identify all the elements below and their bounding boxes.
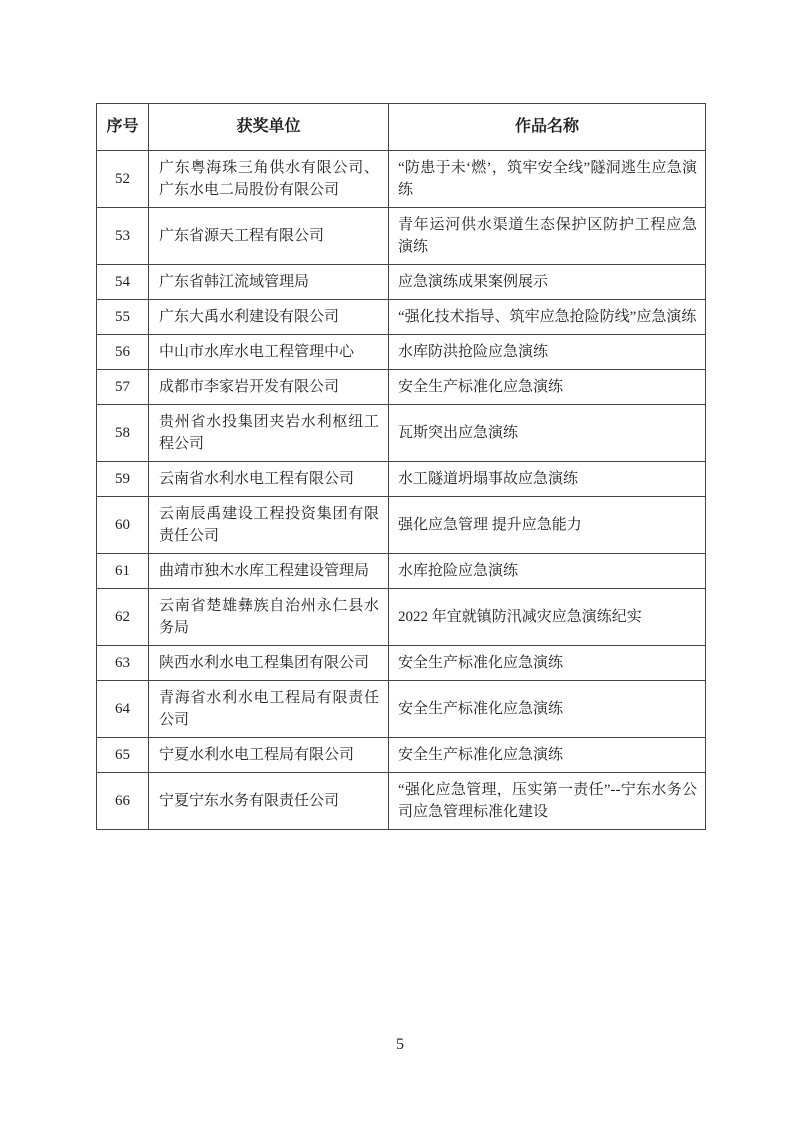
award-unit-cell: 陕西水利水电工程集团有限公司: [149, 646, 389, 681]
row-index-cell: 66: [97, 773, 149, 830]
awards-table: [96, 103, 706, 830]
work-name-cell: 2022 年宜就镇防汛减灾应急演练纪实: [389, 589, 706, 646]
table-row: [97, 151, 706, 208]
award-unit-cell: 云南省楚雄彝族自治州永仁县水务局: [149, 589, 389, 646]
award-unit-cell: 宁夏水利水电工程局有限公司: [149, 738, 389, 773]
table-header-row: [97, 104, 706, 151]
work-name-cell: 青年运河供水渠道生态保护区防护工程应急演练: [389, 208, 706, 265]
table-row: [97, 681, 706, 738]
row-index-cell: 53: [97, 208, 149, 265]
row-index-cell: 64: [97, 681, 149, 738]
table-row: [97, 208, 706, 265]
row-index-cell: 61: [97, 554, 149, 589]
work-name-cell: 瓦斯突出应急演练: [389, 405, 706, 462]
table-row: [97, 405, 706, 462]
row-index-cell: 62: [97, 589, 149, 646]
work-name-cell: 安全生产标准化应急演练: [389, 681, 706, 738]
work-name-cell: 安全生产标准化应急演练: [389, 370, 706, 405]
award-unit-cell: 云南辰禹建设工程投资集团有限责任公司: [149, 497, 389, 554]
work-name-cell: 安全生产标准化应急演练: [389, 646, 706, 681]
work-name-cell: “防患于未‘燃’，筑牢安全线”隧洞逃生应急演练: [389, 151, 706, 208]
work-name-cell: 强化应急管理 提升应急能力: [389, 497, 706, 554]
row-index-cell: 59: [97, 462, 149, 497]
award-unit-cell: 青海省水利水电工程局有限责任公司: [149, 681, 389, 738]
column-header-index: 序号: [97, 104, 149, 151]
row-index-cell: 54: [97, 265, 149, 300]
row-index-cell: 56: [97, 335, 149, 370]
award-unit-cell: 曲靖市独木水库工程建设管理局: [149, 554, 389, 589]
table-row: [97, 300, 706, 335]
table-row: [97, 554, 706, 589]
award-unit-cell: 成都市李家岩开发有限公司: [149, 370, 389, 405]
work-name-cell: 安全生产标准化应急演练: [389, 738, 706, 773]
award-unit-cell: 广东粤海珠三角供水有限公司、广东水电二局股份有限公司: [149, 151, 389, 208]
table-row: [97, 462, 706, 497]
table-row: [97, 335, 706, 370]
award-unit-cell: 宁夏宁东水务有限责任公司: [149, 773, 389, 830]
table-row: [97, 497, 706, 554]
table-row: [97, 738, 706, 773]
column-header-work: 作品名称: [389, 104, 706, 151]
award-unit-cell: 广东省源天工程有限公司: [149, 208, 389, 265]
work-name-cell: 水库抢险应急演练: [389, 554, 706, 589]
row-index-cell: 63: [97, 646, 149, 681]
table-row: [97, 773, 706, 830]
page-number: 5: [396, 1036, 404, 1053]
table-row: [97, 589, 706, 646]
award-unit-cell: 中山市水库水电工程管理中心: [149, 335, 389, 370]
row-index-cell: 65: [97, 738, 149, 773]
row-index-cell: 52: [97, 151, 149, 208]
award-unit-cell: 贵州省水投集团夹岩水利枢纽工程公司: [149, 405, 389, 462]
award-unit-cell: 广东省韩江流域管理局: [149, 265, 389, 300]
work-name-cell: “强化技术指导、筑牢应急抢险防线”应急演练: [389, 300, 706, 335]
table-row: [97, 646, 706, 681]
row-index-cell: 60: [97, 497, 149, 554]
work-name-cell: 应急演练成果案例展示: [389, 265, 706, 300]
table-row: [97, 370, 706, 405]
work-name-cell: 水工隧道坍塌事故应急演练: [389, 462, 706, 497]
row-index-cell: 58: [97, 405, 149, 462]
row-index-cell: 57: [97, 370, 149, 405]
row-index-cell: 55: [97, 300, 149, 335]
work-name-cell: 水库防洪抢险应急演练: [389, 335, 706, 370]
table-row: [97, 265, 706, 300]
work-name-cell: “强化应急管理，压实第一责任”--宁东水务公司应急管理标准化建设: [389, 773, 706, 830]
award-unit-cell: 云南省水利水电工程有限公司: [149, 462, 389, 497]
award-unit-cell: 广东大禹水利建设有限公司: [149, 300, 389, 335]
column-header-unit: 获奖单位: [149, 104, 389, 151]
